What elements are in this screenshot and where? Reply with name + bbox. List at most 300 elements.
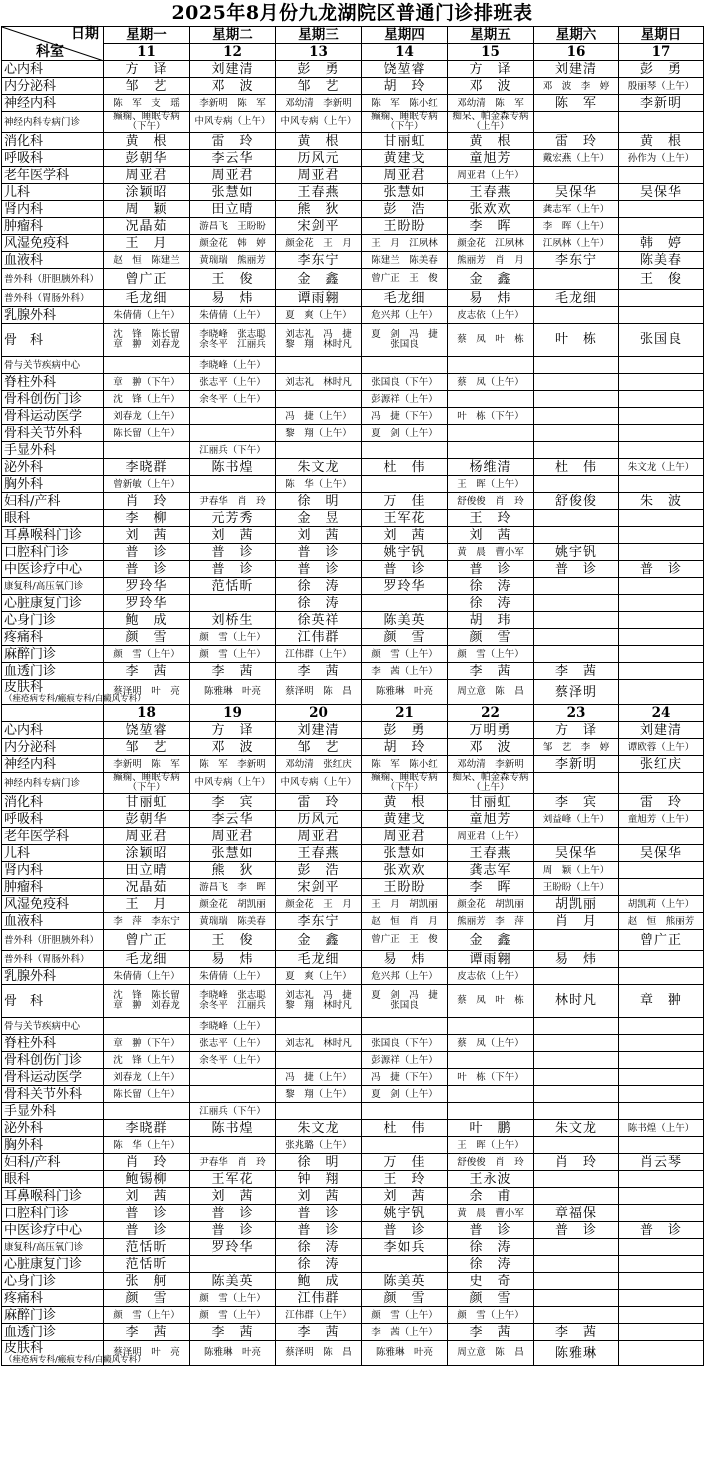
department-name: 乳腺外科 xyxy=(2,307,104,324)
schedule-cell: 王盼盼 xyxy=(362,218,448,235)
schedule-cell: 舒俊俊 肖 玲 xyxy=(448,493,534,510)
schedule-cell: 普 诊 xyxy=(276,561,362,578)
schedule-cell: 鲍 成 xyxy=(276,1273,362,1290)
schedule-cell: 曾广正 xyxy=(619,930,704,951)
schedule-cell: 周亚君 xyxy=(362,167,448,184)
table-row xyxy=(2,595,704,612)
schedule-cell: 王 玲 xyxy=(448,510,534,527)
schedule-cell xyxy=(190,408,276,425)
department-name: 老年医学科 xyxy=(2,828,104,845)
department-name: 血液科 xyxy=(2,913,104,930)
table-row xyxy=(2,968,704,985)
schedule-cell: 张国良（下午） xyxy=(362,374,448,391)
schedule-cell: 陈 军 陈小红 xyxy=(362,95,448,112)
schedule-cell: 赵 恒 肖 月 xyxy=(362,913,448,930)
schedule-cell xyxy=(534,269,619,290)
date-number: 13 xyxy=(276,44,362,61)
schedule-cell: 普 诊 xyxy=(190,544,276,561)
department-name: 眼科 xyxy=(2,510,104,527)
schedule-cell: 刘 茜 xyxy=(104,1188,190,1205)
schedule-cell xyxy=(619,510,704,527)
schedule-cell xyxy=(619,1205,704,1222)
schedule-cell: 况晶茹 xyxy=(104,879,190,896)
schedule-cell: 肖云琴 xyxy=(619,1154,704,1171)
schedule-cell xyxy=(619,862,704,879)
weekday-header: 星期日 xyxy=(619,27,704,44)
schedule-cell: 蔡泽明 陈 昌 xyxy=(276,680,362,705)
schedule-cell: 林时凡 xyxy=(534,985,619,1018)
schedule-cell xyxy=(534,578,619,595)
schedule-cell: 田立晴 xyxy=(190,201,276,218)
schedule-cell: 李云华 xyxy=(190,150,276,167)
department-name xyxy=(2,1341,146,1366)
schedule-cell: 颜 雪 xyxy=(104,1290,190,1307)
table-row xyxy=(2,167,704,184)
schedule-cell: 刘 茜 xyxy=(104,527,190,544)
schedule-cell: 戴宏燕（上午） xyxy=(534,150,619,167)
schedule-cell: 方 译 xyxy=(534,722,619,739)
schedule-cell: 万明勇 xyxy=(448,722,534,739)
schedule-cell: 周亚君 xyxy=(104,828,190,845)
schedule-cell: 李 宾 xyxy=(534,794,619,811)
schedule-cell xyxy=(619,1188,704,1205)
schedule-cell xyxy=(362,476,448,493)
schedule-cell: 范恬昕 xyxy=(104,1239,190,1256)
schedule-cell xyxy=(534,112,619,133)
table-row xyxy=(2,290,704,307)
schedule-cell: 沈 锋（上午） xyxy=(104,391,190,408)
schedule-cell: 朱倩倩（上午） xyxy=(190,307,276,324)
schedule-cell: 颜 雪（上午） xyxy=(190,646,276,663)
department-name: 口腔科门诊 xyxy=(2,544,104,561)
schedule-cell: 危兴邦（上午） xyxy=(362,968,448,985)
schedule-cell: 周亚君 xyxy=(190,828,276,845)
schedule-cell: 颜 雪 xyxy=(362,629,448,646)
table-row xyxy=(2,773,704,794)
schedule-cell: 沈 锋 陈长留 章 翀 刘春龙 xyxy=(104,324,190,357)
date-number-row xyxy=(2,705,704,722)
schedule-cell xyxy=(619,391,704,408)
schedule-cell xyxy=(619,167,704,184)
schedule-cell: 姚宇钒 xyxy=(362,544,448,561)
schedule-cell xyxy=(534,1035,619,1052)
schedule-cell xyxy=(619,544,704,561)
schedule-cell: 易 炜 xyxy=(190,290,276,307)
schedule-cell: 韩 婷 xyxy=(619,235,704,252)
department-name: 麻醉门诊 xyxy=(2,1307,104,1324)
schedule-cell: 普 诊 xyxy=(104,1222,190,1239)
schedule-cell: 鲍锡柳 xyxy=(104,1171,190,1188)
department-name: 神经内科 xyxy=(2,95,104,112)
schedule-cell xyxy=(448,1052,534,1069)
department-name: 骨与关节疾病中心 xyxy=(2,1018,104,1035)
table-row xyxy=(2,459,704,476)
table-row xyxy=(2,391,704,408)
schedule-cell: 朱倩倩（上午） xyxy=(190,968,276,985)
schedule-cell: 李云华 xyxy=(190,811,276,828)
schedule-cell: 中风专病（上午） xyxy=(190,773,276,794)
schedule-cell: 中风专病（上午） xyxy=(276,112,362,133)
schedule-cell: 蔡泽明 陈 昌 xyxy=(276,1341,362,1366)
schedule-cell xyxy=(619,1171,704,1188)
department-name: 血透门诊 xyxy=(2,663,104,680)
schedule-cell: 颜 雪（上午） xyxy=(190,1290,276,1307)
schedule-cell: 王 月 胡凯丽 xyxy=(362,896,448,913)
table-row xyxy=(2,269,704,290)
schedule-cell xyxy=(619,425,704,442)
schedule-cell: 癫痫、睡眠专病（下午） xyxy=(104,112,190,133)
schedule-cell: 普 诊 xyxy=(276,1222,362,1239)
schedule-cell: 彭 勇 xyxy=(276,61,362,78)
department-name: 消化科 xyxy=(2,133,104,150)
department-name: 风湿免疫科 xyxy=(2,896,104,913)
schedule-cell: 李 茜（上午） xyxy=(362,1324,448,1341)
table-row xyxy=(2,794,704,811)
schedule-cell: 陈美英 xyxy=(362,1273,448,1290)
schedule-cell xyxy=(534,1239,619,1256)
department-name: 疼痛科 xyxy=(2,1290,104,1307)
date-number: 23 xyxy=(534,705,619,722)
department-name: 内分泌科 xyxy=(2,78,104,95)
schedule-cell: 刘志礼 林时凡 xyxy=(276,1035,362,1052)
schedule-cell: 李 萍 李东宁 xyxy=(104,913,190,930)
schedule-cell: 胡 玮 xyxy=(448,612,534,629)
schedule-cell: 张欢欢 xyxy=(448,201,534,218)
schedule-cell: 颜 雪（上午） xyxy=(448,646,534,663)
department-name: 眼科 xyxy=(2,1171,104,1188)
schedule-cell xyxy=(190,1086,276,1103)
schedule-cell: 沈 锋 陈长留 章 翀 刘春龙 xyxy=(104,985,190,1018)
schedule-cell: 肖 月 xyxy=(534,913,619,930)
department-name: 呼吸科 xyxy=(2,150,104,167)
department-name: 风湿免疫科 xyxy=(2,235,104,252)
schedule-cell xyxy=(619,879,704,896)
schedule-cell: 邓幼清 李新明 xyxy=(448,756,534,773)
schedule-cell: 李东宁 xyxy=(276,252,362,269)
table-row xyxy=(2,442,704,459)
schedule-cell xyxy=(619,1069,704,1086)
schedule-cell: 癫痫、睡眠专病（下午） xyxy=(362,773,448,794)
schedule-cell xyxy=(104,357,190,374)
schedule-cell: 陈 华（上午） xyxy=(276,476,362,493)
schedule-cell xyxy=(534,1273,619,1290)
schedule-cell xyxy=(534,629,619,646)
schedule-cell: 陈美英 xyxy=(190,1273,276,1290)
schedule-cell: 陈雅琳 叶亮 xyxy=(190,1341,276,1366)
table-row xyxy=(2,510,704,527)
schedule-cell: 李新明 xyxy=(619,95,704,112)
schedule-cell: 金 鑫 xyxy=(448,269,534,290)
schedule-cell: 肖 玲 xyxy=(104,493,190,510)
department-subtitle: （痤疮病专科/瘢痕专科/白癜风专科） xyxy=(4,1355,146,1365)
schedule-cell: 李 晖 xyxy=(448,879,534,896)
schedule-cell: 徐 涛 xyxy=(276,1239,362,1256)
schedule-cell: 李 茜 xyxy=(534,1324,619,1341)
table-row xyxy=(2,1222,704,1239)
schedule-cell xyxy=(619,1273,704,1290)
department-name: 神经内科 xyxy=(2,756,104,773)
schedule-cell: 黄建戈 xyxy=(362,811,448,828)
schedule-cell: 甘丽虹 xyxy=(104,794,190,811)
schedule-cell: 夏 爽（上午） xyxy=(276,307,362,324)
schedule-cell: 余 甫 xyxy=(448,1188,534,1205)
schedule-cell: 周亚君 xyxy=(362,828,448,845)
table-row xyxy=(2,1035,704,1052)
schedule-cell xyxy=(534,595,619,612)
schedule-cell: 曾广正 王 俊 xyxy=(362,930,448,951)
schedule-cell: 尹春华 肖 玲 xyxy=(190,1154,276,1171)
schedule-cell: 陈书煌（上午） xyxy=(619,1120,704,1137)
schedule-cell: 叶 栋 xyxy=(534,324,619,357)
schedule-cell: 甘丽虹 xyxy=(448,794,534,811)
schedule-cell: 谭雨翱 xyxy=(448,951,534,968)
schedule-cell xyxy=(534,357,619,374)
schedule-cell xyxy=(619,1137,704,1154)
schedule-cell: 赵 恒 陈建兰 xyxy=(104,252,190,269)
schedule-cell: 夏 剑 冯 捷 张国良 xyxy=(362,985,448,1018)
table-row xyxy=(2,1290,704,1307)
table-row xyxy=(2,811,704,828)
schedule-cell xyxy=(448,391,534,408)
schedule-cell: 颜 雪（上午） xyxy=(362,1307,448,1324)
schedule-cell: 毛龙细 xyxy=(104,290,190,307)
date-number: 14 xyxy=(362,44,448,61)
schedule-cell xyxy=(448,442,534,459)
schedule-cell: 刘益峰（上午） xyxy=(534,811,619,828)
schedule-cell: 王永波 xyxy=(448,1171,534,1188)
schedule-cell: 李 茜 xyxy=(190,663,276,680)
schedule-cell xyxy=(619,290,704,307)
schedule-cell xyxy=(534,773,619,794)
department-name: 肿瘤科 xyxy=(2,218,104,235)
department-name: 老年医学科 xyxy=(2,167,104,184)
schedule-cell: 徐 涛 xyxy=(276,578,362,595)
schedule-cell xyxy=(362,357,448,374)
schedule-cell: 章 翀（下午） xyxy=(104,1035,190,1052)
table-row xyxy=(2,184,704,201)
schedule-cell: 张欢欢 xyxy=(362,862,448,879)
schedule-cell: 李 茜 xyxy=(276,663,362,680)
schedule-cell xyxy=(362,1018,448,1035)
schedule-cell xyxy=(534,1188,619,1205)
schedule-cell: 李如兵 xyxy=(362,1239,448,1256)
schedule-cell xyxy=(362,595,448,612)
schedule-cell: 夏 爽（上午） xyxy=(276,968,362,985)
schedule-cell: 周亚君 xyxy=(104,167,190,184)
schedule-cell: 徐 涛 xyxy=(448,1256,534,1273)
date-number: 12 xyxy=(190,44,276,61)
schedule-cell: 癫痫、睡眠专病（下午） xyxy=(362,112,448,133)
schedule-cell xyxy=(619,201,704,218)
schedule-cell: 熊 狄 xyxy=(190,862,276,879)
schedule-cell: 夏 剑（上午） xyxy=(362,425,448,442)
table-row xyxy=(2,1307,704,1324)
schedule-cell: 肖 玲 xyxy=(534,1154,619,1171)
schedule-cell xyxy=(448,1103,534,1120)
schedule-cell xyxy=(190,595,276,612)
department-name: 脊柱外科 xyxy=(2,374,104,391)
schedule-cell: 李 茜 xyxy=(104,1324,190,1341)
schedule-cell: 邹 艺 xyxy=(104,739,190,756)
schedule-cell xyxy=(619,1290,704,1307)
schedule-cell xyxy=(534,527,619,544)
schedule-cell: 雷 玲 xyxy=(276,794,362,811)
schedule-cell: 黄建戈 xyxy=(362,150,448,167)
dept-label: 科室 xyxy=(36,44,64,60)
schedule-cell: 张 舸 xyxy=(104,1273,190,1290)
schedule-cell: 胡 玲 xyxy=(362,78,448,95)
schedule-cell: 李 茜 xyxy=(448,663,534,680)
schedule-cell: 叶 栋（下午） xyxy=(448,1069,534,1086)
schedule-cell: 毛龙细 xyxy=(276,951,362,968)
schedule-cell: 江丽兵（下午） xyxy=(190,1103,276,1120)
schedule-cell: 江夙林（上午） xyxy=(534,235,619,252)
schedule-cell xyxy=(534,646,619,663)
schedule-cell: 邹 艺 xyxy=(276,739,362,756)
department-name: 康复科/高压氧门诊 xyxy=(2,578,104,595)
schedule-cell: 罗玲华 xyxy=(104,578,190,595)
schedule-cell xyxy=(276,391,362,408)
schedule-cell xyxy=(619,629,704,646)
schedule-cell: 罗玲华 xyxy=(362,578,448,595)
table-row xyxy=(2,879,704,896)
schedule-cell: 陈书煌 xyxy=(190,459,276,476)
department-name-main: 皮肤科 xyxy=(4,680,44,695)
table-row xyxy=(2,218,704,235)
schedule-cell: 章 翀 xyxy=(619,985,704,1018)
schedule-cell: 易 炜 xyxy=(534,951,619,968)
department-name: 呼吸科 xyxy=(2,811,104,828)
schedule-cell: 金 鑫 xyxy=(276,269,362,290)
schedule-cell: 陈雅琳 叶亮 xyxy=(362,680,448,705)
date-number: 20 xyxy=(276,705,362,722)
schedule-cell: 吴保华 xyxy=(534,184,619,201)
schedule-cell: 杜 伟 xyxy=(534,459,619,476)
schedule-cell: 钟 翔 xyxy=(276,1171,362,1188)
department-name: 血透门诊 xyxy=(2,1324,104,1341)
schedule-cell xyxy=(104,442,190,459)
schedule-cell: 颜 雪 xyxy=(448,629,534,646)
schedule-cell: 周亚君 xyxy=(276,167,362,184)
schedule-cell: 朱倩倩（上午） xyxy=(104,968,190,985)
schedule-cell: 黎 翔（上午） xyxy=(276,425,362,442)
date-number: 19 xyxy=(190,705,276,722)
schedule-cell: 饶堃睿 xyxy=(104,722,190,739)
table-row xyxy=(2,680,704,705)
schedule-cell xyxy=(619,442,704,459)
schedule-cell: 彭朝华 xyxy=(104,811,190,828)
schedule-cell: 邓 波 xyxy=(448,78,534,95)
department-name: 耳鼻喉科门诊 xyxy=(2,527,104,544)
schedule-cell: 陈美春 xyxy=(619,252,704,269)
schedule-cell: 普 诊 xyxy=(190,1222,276,1239)
schedule-cell: 王 玲 xyxy=(362,1171,448,1188)
schedule-cell: 邓幼清 张红庆 xyxy=(276,756,362,773)
schedule-cell: 徐 涛 xyxy=(448,1239,534,1256)
schedule-cell: 蔡 凤 叶 栋 xyxy=(448,324,534,357)
schedule-cell: 普 诊 xyxy=(534,1222,619,1239)
department-name: 骨与关节疾病中心 xyxy=(2,357,104,374)
schedule-cell: 王 月 xyxy=(104,896,190,913)
department-name: 泌外科 xyxy=(2,1120,104,1137)
schedule-cell: 朱文龙 xyxy=(276,459,362,476)
schedule-cell: 刘 茜 xyxy=(190,527,276,544)
table-row xyxy=(2,862,704,879)
department-name: 骨科运动医学 xyxy=(2,408,104,425)
schedule-cell xyxy=(104,1103,190,1120)
schedule-cell: 谭欧蓉（上午） xyxy=(619,739,704,756)
table-row xyxy=(2,78,704,95)
schedule-cell: 宋剑平 xyxy=(276,879,362,896)
schedule-cell: 皮志依（上午） xyxy=(448,968,534,985)
schedule-cell: 痴呆、帕金森专病（上午） xyxy=(448,773,534,794)
schedule-cell: 李晓群 xyxy=(104,1120,190,1137)
schedule-cell: 舒俊俊 肖 玲 xyxy=(448,1154,534,1171)
schedule-cell: 普 诊 xyxy=(362,1222,448,1239)
schedule-cell: 刘志礼 冯 捷 黎 翔 林时凡 xyxy=(276,985,362,1018)
schedule-cell: 肖 玲 xyxy=(104,1154,190,1171)
schedule-cell xyxy=(448,1086,534,1103)
schedule-cell: 李新明 xyxy=(534,756,619,773)
schedule-cell: 彭源祥（上午） xyxy=(362,391,448,408)
schedule-cell: 李东宁 xyxy=(276,913,362,930)
schedule-cell: 普 诊 xyxy=(276,544,362,561)
table-row xyxy=(2,985,704,1018)
schedule-cell: 陈 军 李新明 xyxy=(190,756,276,773)
schedule-cell: 胡 玲 xyxy=(362,739,448,756)
schedule-cell: 李晓群 xyxy=(104,459,190,476)
schedule-cell: 邓 波 xyxy=(448,739,534,756)
schedule-cell: 雷 玲 xyxy=(190,133,276,150)
date-number: 11 xyxy=(104,44,190,61)
department-name: 骨科创伤门诊 xyxy=(2,391,104,408)
department-name: 口腔科门诊 xyxy=(2,1205,104,1222)
schedule-cell xyxy=(534,408,619,425)
schedule-cell: 方 译 xyxy=(104,61,190,78)
table-row xyxy=(2,1273,704,1290)
schedule-cell: 章福保 xyxy=(534,1205,619,1222)
page-title: 2025年8月份九龙湖院区普通门诊排班表 xyxy=(171,2,533,24)
date-number: 16 xyxy=(534,44,619,61)
department-name: 骨科关节外科 xyxy=(2,1086,104,1103)
schedule-cell: 雷 玲 xyxy=(619,794,704,811)
schedule-cell: 李晓峰（上午） xyxy=(190,357,276,374)
schedule-cell: 痴呆、帕金森专病（上午） xyxy=(448,112,534,133)
table-row xyxy=(2,578,704,595)
table-row xyxy=(2,252,704,269)
schedule-cell: 余冬平（上午） xyxy=(190,391,276,408)
schedule-cell: 范恬昕 xyxy=(104,1256,190,1273)
schedule-cell: 尹春华 肖 玲 xyxy=(190,493,276,510)
schedule-cell: 徐 明 xyxy=(276,493,362,510)
schedule-cell xyxy=(619,476,704,493)
schedule-cell: 李晓峰 张志聪 余冬平 江丽兵 xyxy=(190,985,276,1018)
schedule-cell xyxy=(619,218,704,235)
table-row xyxy=(2,561,704,578)
schedule-cell xyxy=(534,442,619,459)
schedule-cell: 彭 勇 xyxy=(362,722,448,739)
date-number: 18 xyxy=(104,705,190,722)
schedule-cell: 刘建清 xyxy=(534,61,619,78)
table-row xyxy=(2,629,704,646)
schedule-cell xyxy=(534,612,619,629)
department-name: 康复科/高压氧门诊 xyxy=(2,1239,104,1256)
schedule-cell: 黄 根 xyxy=(619,133,704,150)
schedule-cell: 陈 军 支 瑶 xyxy=(104,95,190,112)
schedule-cell xyxy=(619,1035,704,1052)
schedule-cell: 刘志礼 冯 捷 黎 翔 林时凡 xyxy=(276,324,362,357)
schedule-cell: 王盼盼 xyxy=(362,879,448,896)
